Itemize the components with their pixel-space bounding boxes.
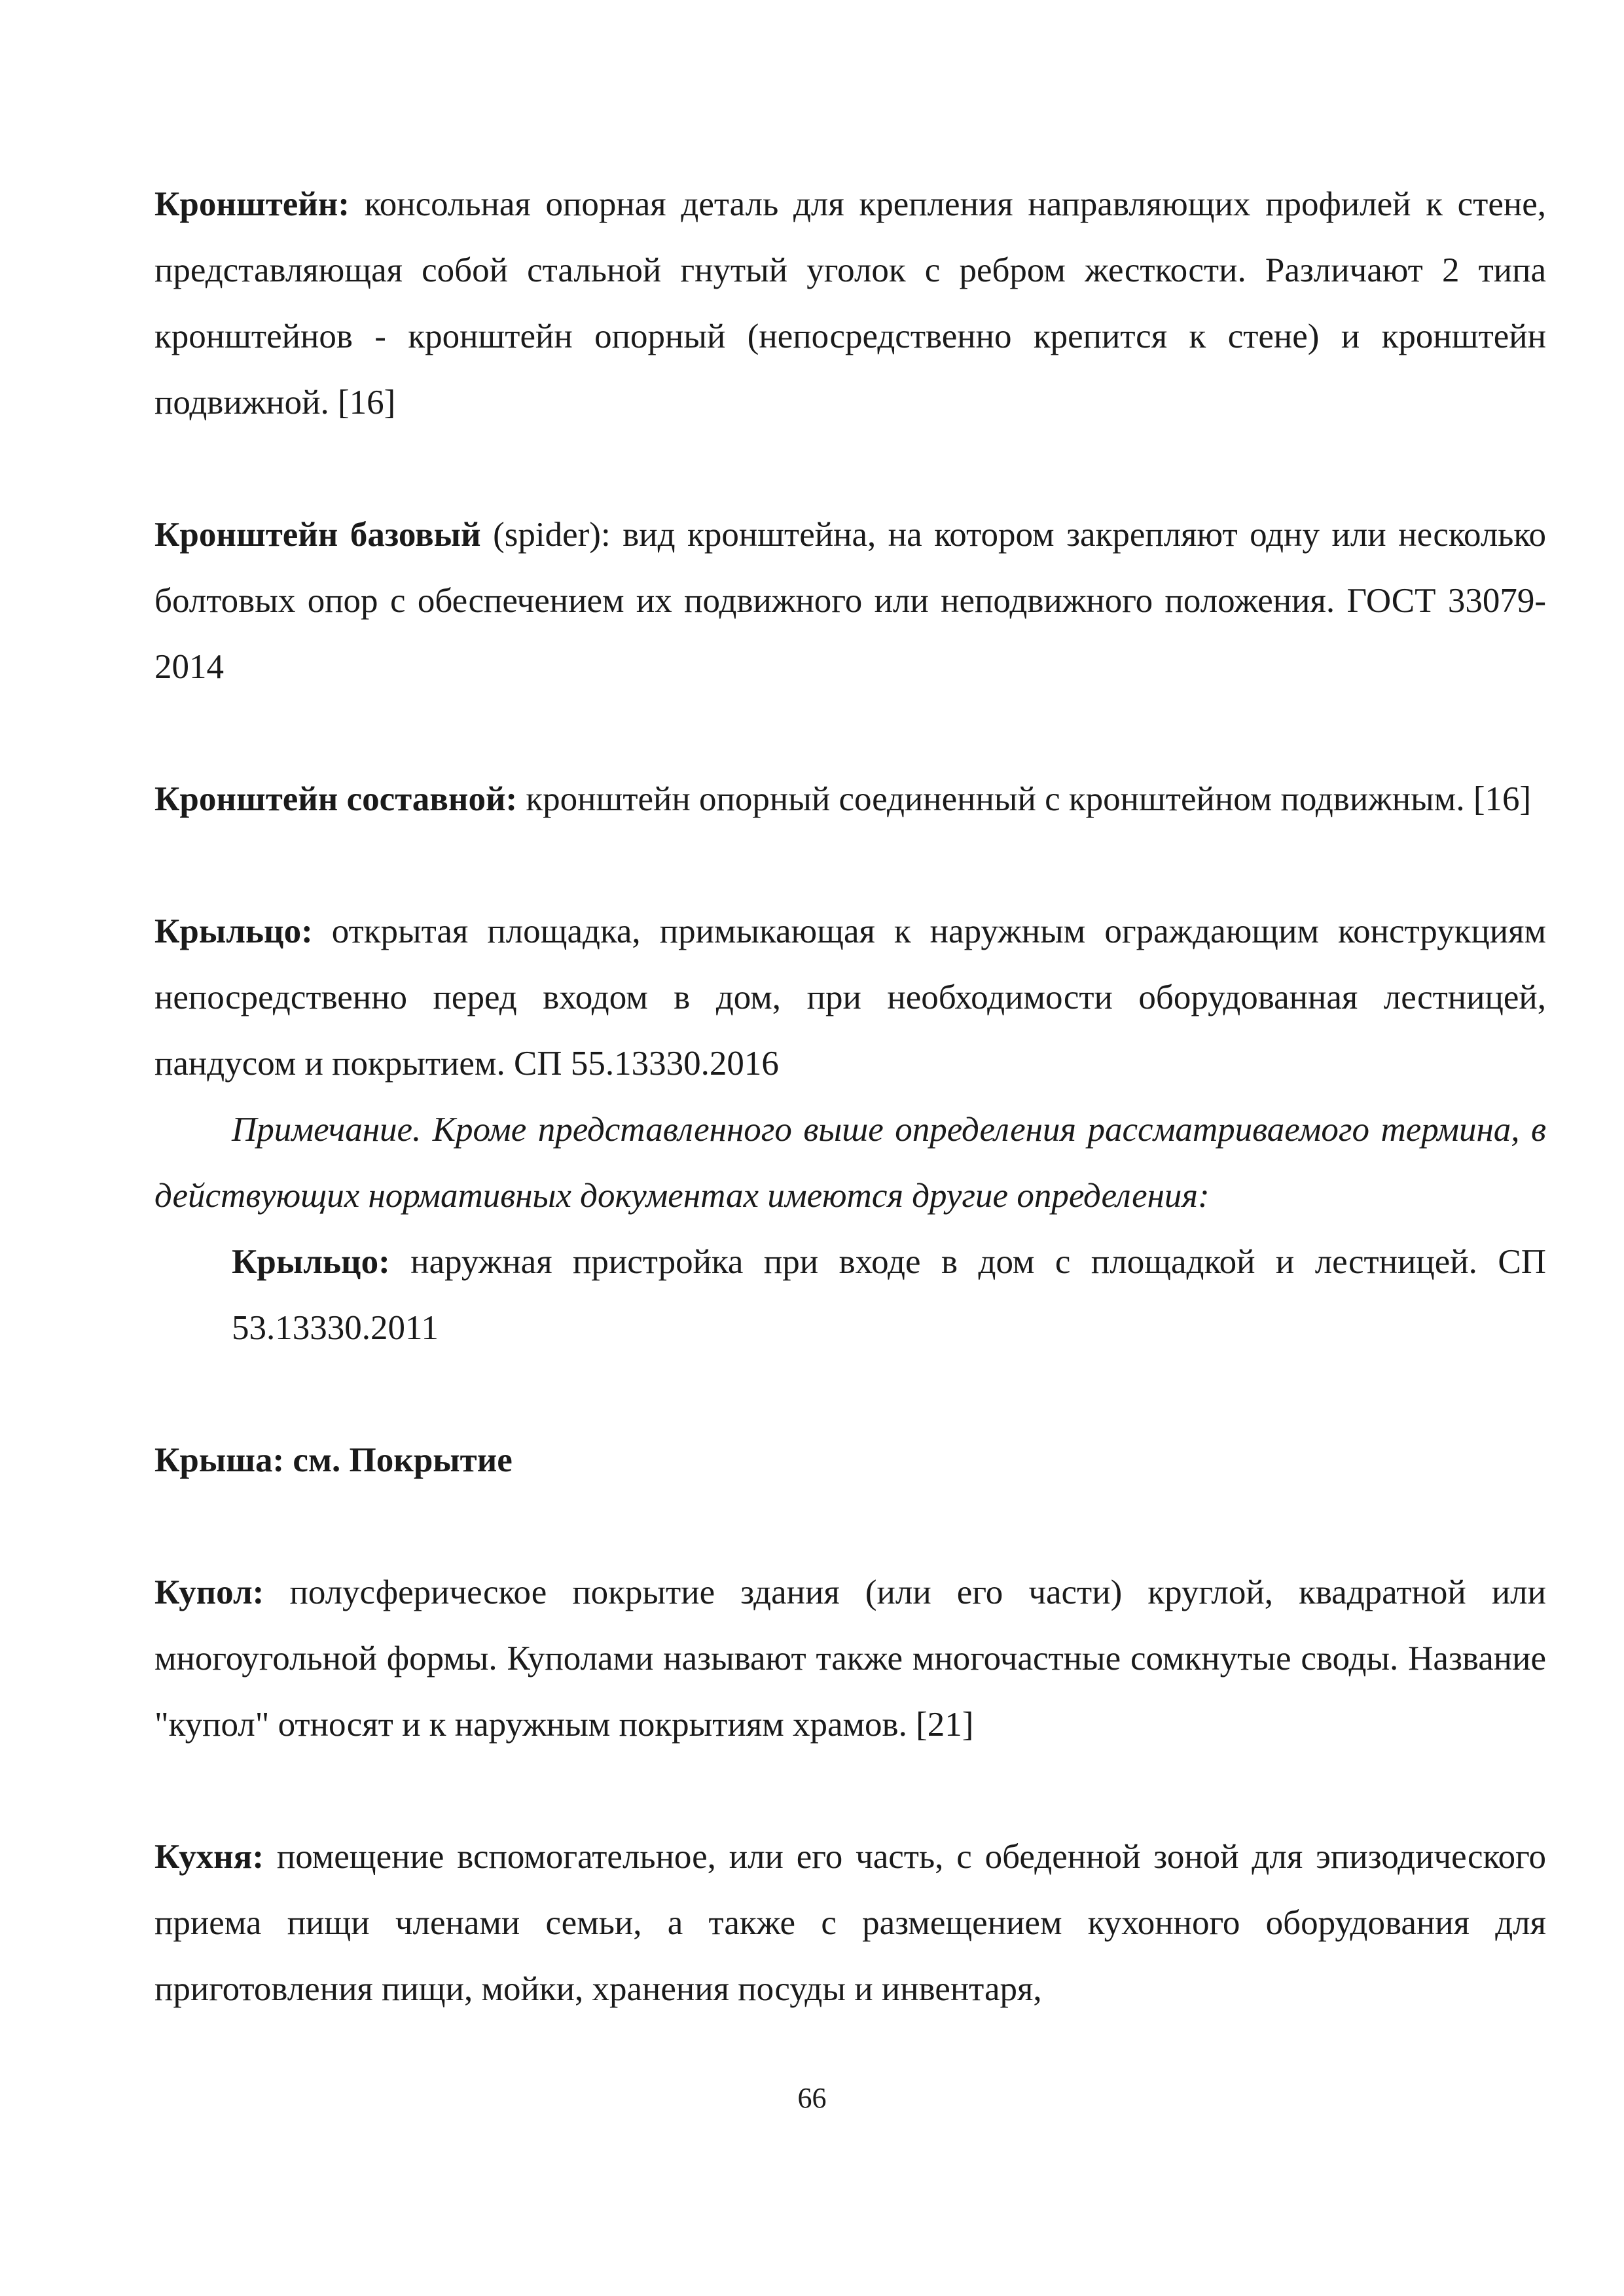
term-krylco: Крыльцо: <box>154 912 313 950</box>
definition-krylco-alt: наружная пристройка при входе в дом с площадкой и лестницей. СП 53.13330.2011 <box>232 1243 1546 1347</box>
definition-kronshtein-sostavnoy: кронштейн опорный соединенный с кронштейном подвижным. [16] <box>517 780 1532 818</box>
spacer <box>154 700 1546 766</box>
spacer <box>154 436 1546 502</box>
entry-kronshtein-bazovy <box>154 502 1546 700</box>
entry-krysha <box>154 1427 1546 1494</box>
term-kronshtein-sostavnoy: Кронштейн составной: <box>154 780 518 818</box>
term-kronshtein-bazovy: Кронштейн базовый <box>154 516 481 554</box>
definition-kukhnya: помещение вспомогательное, или его часть, с обеденной зоной для эпизодического приема пищи членами семьи, а также с размещением кухонного оборудования для приготовления пищи, мойки, хранения посуды и инвентаря, <box>154 1838 1546 2008</box>
entry-krylco <box>154 899 1546 1097</box>
page-number: 66 <box>797 2082 827 2114</box>
document-body <box>154 171 1546 2022</box>
term-kukhnya: Кухня: <box>154 1838 264 1876</box>
definition-kronshtein: консольная опорная деталь для крепления направляющих профилей к стене, представляющая собой стальной гнутый уголок с ребром жесткости. Различают 2 типа кронштейнов - кронштейн опорный (непосредственно крепится к стене) и кронштейн подвижной. [16] <box>154 185 1546 422</box>
spacer <box>154 1758 1546 1824</box>
entry-kupol <box>154 1560 1546 1758</box>
definition-kronshtein-bazovy: (spider): вид кронштейна, на котором закрепляют одну или несколько болтовых опор с обеспечением их подвижного или неподвижного положения. ГОСТ 33079-2014 <box>154 516 1546 686</box>
definition-krylco: открытая площадка, примыкающая к наружным ограждающим конструкциям непосредственно перед входом в дом, при необходимости оборудованная лестницей, пандусом и покрытием. СП 55.13330.2016 <box>154 912 1546 1083</box>
entry-krylco-alt <box>232 1229 1546 1361</box>
spacer <box>154 1494 1546 1560</box>
term-krysha: Крыша: см. Покрытие <box>154 1441 513 1479</box>
entry-kronshtein-sostavnoy <box>154 766 1546 833</box>
entry-kukhnya <box>154 1824 1546 2022</box>
note-krylco: Примечание. Кроме представленного выше определения рассматриваемого термина, в действующих нормативных документах имеются другие определения: <box>154 1111 1546 1215</box>
term-kupol: Купол: <box>154 1573 264 1611</box>
entry-kronshtein <box>154 171 1546 436</box>
term-kronshtein: Кронштейн: <box>154 185 350 223</box>
term-krylco-alt: Крыльцо: <box>232 1243 390 1281</box>
spacer <box>154 1361 1546 1427</box>
definition-kupol: полусферическое покрытие здания (или его части) круглой, квадратной или многоугольной формы. Куполами называют также многочастные сомкнутые своды. Название "купол" относят и к наружным покрытиям храмов. [21] <box>154 1573 1546 1744</box>
spacer <box>154 833 1546 899</box>
